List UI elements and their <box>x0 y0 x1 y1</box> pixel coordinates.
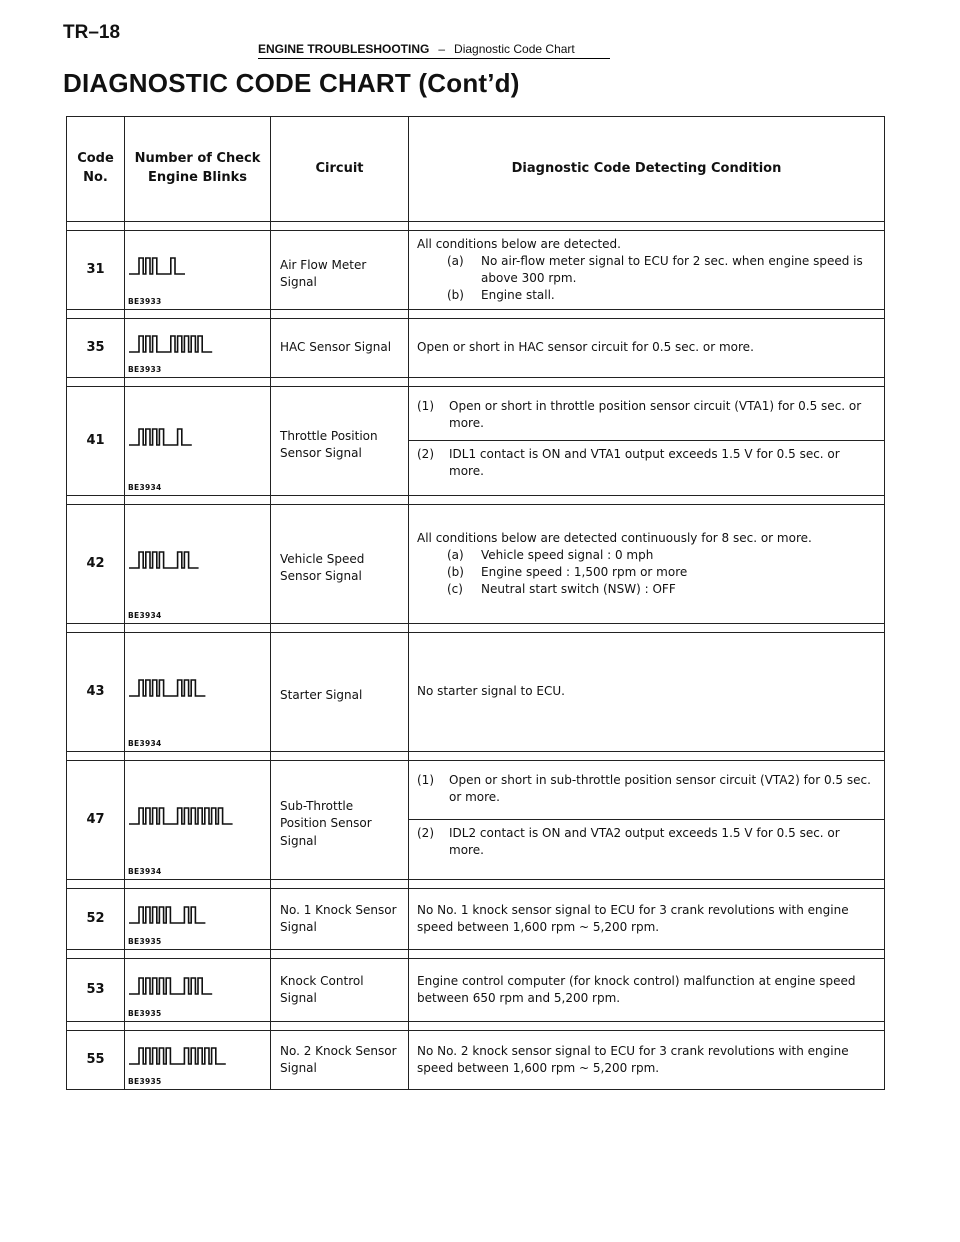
figure-code: BE3934 <box>128 611 162 621</box>
blink-pattern-cell <box>125 1031 271 1090</box>
row-gap <box>67 950 885 959</box>
table-row <box>67 959 885 1022</box>
condition-label: (2) <box>417 447 434 461</box>
gap-cell <box>271 496 409 505</box>
blink-pattern-icon <box>127 330 269 358</box>
condition-label: (2) <box>417 826 434 840</box>
gap-cell <box>409 310 885 319</box>
condition-subitem <box>409 441 884 489</box>
col-header-circuit: Circuit <box>271 117 409 222</box>
gap-cell <box>271 752 409 761</box>
numbered-condition <box>417 772 874 806</box>
condition-text: IDL1 contact is ON and VTA1 output exceeds 1.5 V for 0.5 sec. or more. <box>449 447 840 479</box>
table-row <box>67 231 885 310</box>
condition-label: (c) <box>447 582 463 597</box>
section-name: ENGINE TROUBLESHOOTING <box>258 42 430 56</box>
condition-text: Neutral start switch (NSW) : OFF <box>481 582 676 597</box>
blink-pattern-icon <box>127 972 269 1000</box>
blink-pattern-icon <box>127 252 269 280</box>
blink-pattern-cell <box>125 387 271 496</box>
table-body <box>67 222 885 1090</box>
running-header <box>258 42 610 59</box>
row-gap <box>67 752 885 761</box>
gap-cell <box>271 1022 409 1031</box>
blink-pattern-cell <box>125 633 271 752</box>
condition-cell: No starter signal to ECU. <box>409 633 885 752</box>
condition-cell: No No. 1 knock sensor signal to ECU for 3 crank revolutions with engine speed between 1,600 rpm ~ 5,200 rpm. <box>409 889 885 950</box>
figure-code: BE3935 <box>128 937 162 947</box>
gap-cell <box>125 880 271 889</box>
diagnostic-code-table <box>66 116 885 1090</box>
condition-text: Engine speed : 1,500 rpm or more <box>481 565 688 579</box>
circuit-name: Sub-Throttle Position Sensor Signal <box>271 761 409 880</box>
condition-label: (b) <box>447 288 464 303</box>
figure-code: BE3935 <box>128 1009 162 1019</box>
blink-pattern-icon <box>127 674 269 702</box>
blink-pattern-cell <box>125 889 271 950</box>
row-gap <box>67 310 885 319</box>
numbered-condition <box>417 398 874 432</box>
col-header-code: Code No. <box>67 117 125 222</box>
gap-cell <box>271 880 409 889</box>
gap-cell <box>125 624 271 633</box>
table-row <box>67 633 885 752</box>
gap-cell <box>67 310 125 319</box>
subsection-name: Diagnostic Code Chart <box>454 42 575 56</box>
gap-cell <box>67 752 125 761</box>
condition-cell <box>409 387 885 496</box>
condition-cell: Open or short in HAC sensor circuit for 0.5 sec. or more. <box>409 319 885 378</box>
condition-item <box>417 253 874 287</box>
code-number: 42 <box>67 505 125 624</box>
gap-cell <box>125 752 271 761</box>
condition-label: (b) <box>447 565 464 579</box>
table-row <box>67 761 885 880</box>
condition-text: Open or short in throttle position sensor circuit (VTA1) for 0.5 sec. or more. <box>449 399 862 431</box>
gap-cell <box>271 222 409 231</box>
gap-cell <box>67 624 125 633</box>
circuit-name: No. 1 Knock Sensor Signal <box>271 889 409 950</box>
condition-cell: No No. 2 knock sensor signal to ECU for 3 crank revolutions with engine speed between 1,600 rpm ~ 5,200 rpm. <box>409 1031 885 1090</box>
blink-waveform <box>129 336 212 352</box>
numbered-condition <box>417 446 874 480</box>
col-header-blinks: Number of Check Engine Blinks <box>125 117 271 222</box>
gap-cell <box>409 880 885 889</box>
condition-subitem <box>409 820 884 873</box>
condition-subitem <box>409 767 884 820</box>
blink-pattern-icon <box>127 901 269 929</box>
gap-cell <box>67 378 125 387</box>
gap-cell <box>125 1022 271 1031</box>
blink-pattern-cell <box>125 231 271 310</box>
gap-cell <box>125 378 271 387</box>
condition-item <box>417 564 874 581</box>
gap-cell <box>409 950 885 959</box>
blink-pattern-cell <box>125 319 271 378</box>
gap-cell <box>271 310 409 319</box>
figure-code: BE3934 <box>128 867 162 877</box>
circuit-name: Air Flow Meter Signal <box>271 231 409 310</box>
circuit-name: Starter Signal <box>271 633 409 752</box>
condition-item <box>417 581 874 598</box>
blink-pattern-cell <box>125 959 271 1022</box>
gap-cell <box>125 222 271 231</box>
gap-cell <box>125 950 271 959</box>
condition-text: Open or short in sub-throttle position sensor circuit (VTA2) for 0.5 sec. or more. <box>449 773 871 805</box>
row-gap <box>67 1022 885 1031</box>
condition-label: (a) <box>447 547 464 562</box>
row-gap <box>67 496 885 505</box>
figure-code: BE3934 <box>128 483 162 493</box>
numbered-condition <box>417 825 874 859</box>
gap-cell <box>271 378 409 387</box>
row-gap <box>67 624 885 633</box>
gap-cell <box>67 950 125 959</box>
row-gap <box>67 378 885 387</box>
row-gap <box>67 222 885 231</box>
figure-code: BE3933 <box>128 365 162 375</box>
blink-waveform <box>129 552 199 568</box>
condition-intro: All conditions below are detected continuously for 8 sec. or more. <box>417 530 812 545</box>
gap-cell <box>271 624 409 633</box>
row-gap <box>67 880 885 889</box>
condition-text: IDL2 contact is ON and VTA2 output exceeds 1.5 V for 0.5 sec. or more. <box>449 826 840 858</box>
table-row <box>67 505 885 624</box>
code-number: 55 <box>67 1031 125 1090</box>
figure-code: BE3934 <box>128 739 162 749</box>
gap-cell <box>125 310 271 319</box>
condition-cell <box>409 505 885 624</box>
code-number: 52 <box>67 889 125 950</box>
condition-cell <box>409 761 885 880</box>
header-dash: – <box>438 42 446 56</box>
page-title: DIAGNOSTIC CODE CHART (Cont’d) <box>63 68 520 98</box>
code-number: 53 <box>67 959 125 1022</box>
condition-cell: Engine control computer (for knock control) malfunction at engine speed between 650 rpm and 5,200 rpm. <box>409 959 885 1022</box>
circuit-name: No. 2 Knock Sensor Signal <box>271 1031 409 1090</box>
blink-waveform <box>129 258 185 274</box>
blink-waveform <box>129 808 233 824</box>
gap-cell <box>409 624 885 633</box>
gap-cell <box>125 496 271 505</box>
table-row <box>67 1031 885 1090</box>
gap-cell <box>67 496 125 505</box>
condition-label: (1) <box>417 399 434 413</box>
blink-waveform <box>129 907 205 923</box>
figure-code: BE3933 <box>128 297 162 307</box>
table-header-row <box>67 117 885 222</box>
gap-cell <box>409 378 885 387</box>
gap-cell <box>67 222 125 231</box>
table-row <box>67 319 885 378</box>
circuit-name: Throttle Position Sensor Signal <box>271 387 409 496</box>
blink-waveform <box>129 680 205 696</box>
gap-cell <box>409 752 885 761</box>
condition-subitem <box>409 393 884 441</box>
blink-pattern-icon <box>127 1042 269 1070</box>
condition-item <box>417 287 874 304</box>
code-number: 47 <box>67 761 125 880</box>
gap-cell <box>67 1022 125 1031</box>
blink-waveform <box>129 978 212 994</box>
figure-code: BE3935 <box>128 1077 162 1087</box>
condition-intro: All conditions below are detected. <box>417 236 621 251</box>
blink-waveform <box>129 1048 226 1064</box>
gap-cell <box>409 496 885 505</box>
blink-pattern-cell <box>125 505 271 624</box>
circuit-name: HAC Sensor Signal <box>271 319 409 378</box>
condition-label: (1) <box>417 773 434 787</box>
gap-cell <box>409 222 885 231</box>
blink-pattern-icon <box>127 423 269 451</box>
blink-pattern-icon <box>127 802 269 830</box>
code-number: 31 <box>67 231 125 310</box>
blink-pattern-cell <box>125 761 271 880</box>
table-row <box>67 387 885 496</box>
circuit-name: Knock Control Signal <box>271 959 409 1022</box>
condition-text: Vehicle speed signal : 0 mph <box>481 547 654 562</box>
condition-text: No air-flow meter signal to ECU for 2 sec. when engine speed is above 300 rpm. <box>481 253 863 285</box>
code-number: 35 <box>67 319 125 378</box>
circuit-name: Vehicle Speed Sensor Signal <box>271 505 409 624</box>
condition-item <box>417 547 874 564</box>
condition-label: (a) <box>447 253 464 268</box>
condition-text: Engine stall. <box>481 288 555 303</box>
code-number: 41 <box>67 387 125 496</box>
table-row <box>67 889 885 950</box>
gap-cell <box>271 950 409 959</box>
gap-cell <box>409 1022 885 1031</box>
code-number: 43 <box>67 633 125 752</box>
gap-cell <box>67 880 125 889</box>
blink-pattern-icon <box>127 546 269 574</box>
condition-cell <box>409 231 885 310</box>
col-header-condition: Diagnostic Code Detecting Condition <box>409 117 885 222</box>
blink-waveform <box>129 429 192 445</box>
page-number: TR–18 <box>63 22 121 43</box>
